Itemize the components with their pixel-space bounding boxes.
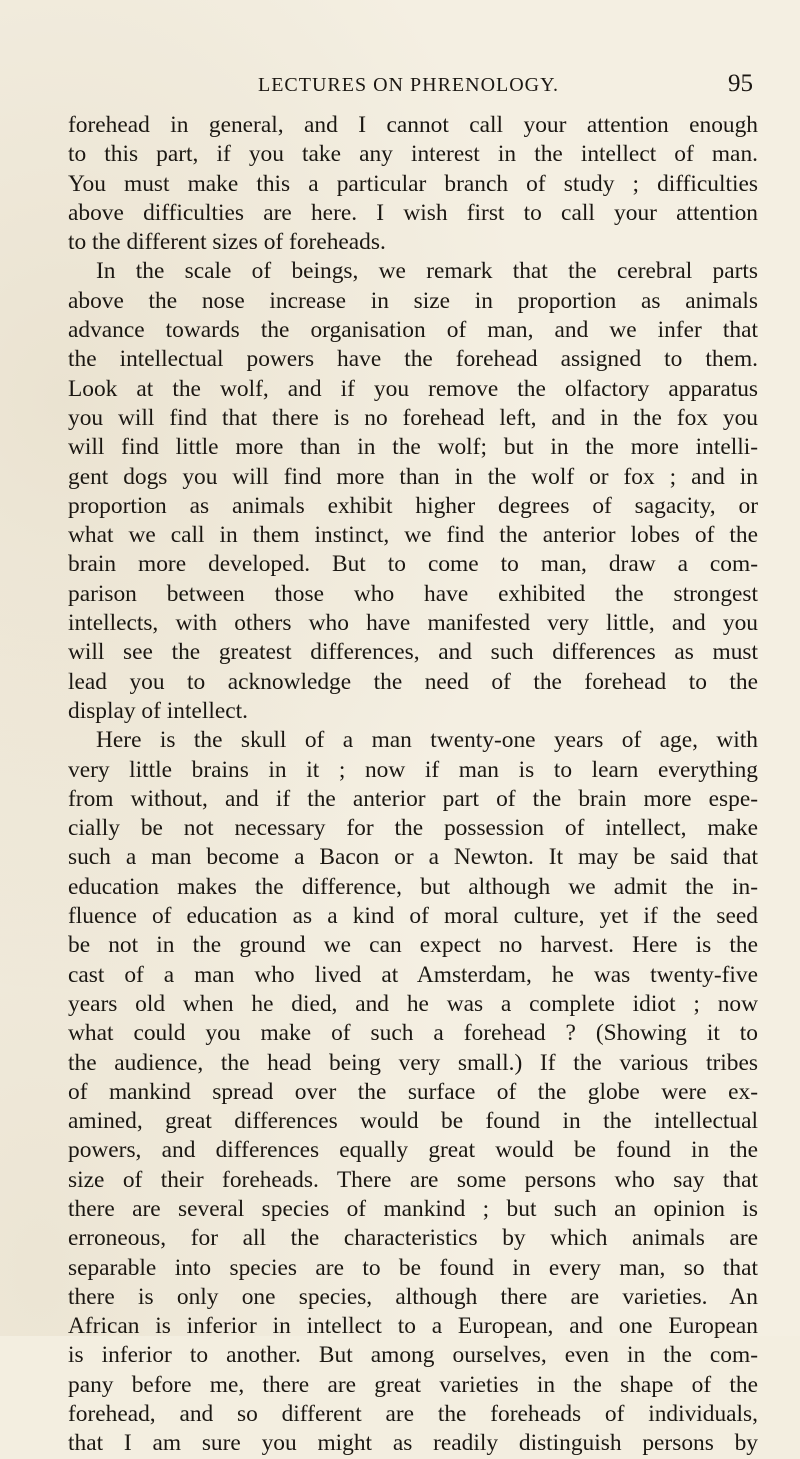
- text-line: the intellectual powers have the forehead assigned to them.: [68, 346, 758, 373]
- text-line: brain more developed. But to come to man, draw a com-: [68, 551, 758, 578]
- text-line: there are several species of mankind ; but such an opinion is: [68, 1195, 758, 1222]
- text-line: fluence of education as a kind of moral culture, yet if the seed: [68, 903, 758, 930]
- body-text: [68, 111, 758, 1459]
- text-line: powers, and differences equally great would be found in the: [68, 1137, 758, 1164]
- text-line: is inferior to another. But among ourselves, even in the com-: [68, 1342, 758, 1369]
- text-line: the audience, the head being very small.) If the various tribes: [68, 1049, 758, 1076]
- text-line: intellects, with others who have manifested very little, and you: [68, 610, 758, 637]
- text-line: size of their foreheads. There are some persons who say that: [68, 1166, 758, 1193]
- text-line: education makes the difference, but although we admit the in-: [68, 873, 758, 900]
- text-line: from without, and if the anterior part of the brain more espe-: [68, 785, 758, 812]
- text-line: In the scale of beings, we remark that the cerebral parts: [96, 258, 758, 285]
- text-line: will find little more than in the wolf; but in the more intelli-: [68, 434, 758, 461]
- text-line: African is inferior in intellect to a European, and one European: [68, 1313, 758, 1340]
- text-line: of mankind spread over the surface of the globe were ex-: [68, 1078, 758, 1105]
- text-line: will see the greatest differences, and such differences as must: [68, 639, 758, 666]
- text-line: separable into species are to be found in every man, so that: [68, 1254, 758, 1281]
- text-line: years old when he died, and he was a complete idiot ; now: [68, 990, 758, 1017]
- text-line: you will find that there is no forehead left, and in the fox you: [68, 404, 758, 431]
- text-line: display of intellect.: [68, 697, 248, 724]
- text-line: that I am sure you might as readily distinguish persons by: [68, 1430, 758, 1457]
- text-line: amined, great differences would be found in the intellectual: [68, 1108, 758, 1135]
- text-line: forehead, and so different are the foreheads of individuals,: [68, 1401, 758, 1428]
- page-header: [0, 70, 800, 104]
- text-line: above difficulties are here. I wish first to call your attention: [68, 199, 758, 226]
- page-number: 95: [728, 70, 753, 97]
- text-line: proportion as animals exhibit higher degrees of sagacity, or: [68, 492, 758, 519]
- text-line: what could you make of such a forehead ? (Showing it to: [68, 1020, 758, 1047]
- text-line: advance towards the organisation of man, and we infer that: [68, 317, 758, 344]
- text-line: forehead in general, and I cannot call your attention enough: [68, 112, 758, 138]
- text-line: to this part, if you take any interest in the intellect of man.: [68, 141, 758, 168]
- text-line: erroneous, for all the characteristics by which animals are: [68, 1225, 758, 1252]
- text-line: You must make this a particular branch of study ; difficulties: [68, 170, 758, 197]
- text-line: what we call in them instinct, we find the anterior lobes of the: [68, 522, 758, 549]
- text-line: parison between those who have exhibited the strongest: [68, 580, 758, 607]
- text-line: such a man become a Bacon or a Newton. It may be said that: [68, 844, 758, 871]
- text-line: Here is the skull of a man twenty-one years of age, with: [96, 727, 758, 754]
- text-line: be not in the ground we can expect no harvest. Here is the: [68, 932, 758, 959]
- text-line: Look at the wolf, and if you remove the olfactory apparatus: [68, 375, 758, 402]
- text-line: to the different sizes of foreheads.: [68, 229, 386, 256]
- text-line: pany before me, there are great varieties in the shape of the: [68, 1371, 758, 1398]
- text-line: gent dogs you will find more than in the wolf or fox ; and in: [68, 463, 758, 490]
- text-line: cially be not necessary for the possession of intellect, make: [68, 815, 758, 842]
- text-line: lead you to acknowledge the need of the forehead to the: [68, 668, 758, 695]
- text-line: there is only one species, although there are varieties. An: [68, 1283, 758, 1310]
- running-title: LECTURES ON PHRENOLOGY.: [258, 74, 559, 96]
- text-line: above the nose increase in size in proportion as animals: [68, 287, 758, 314]
- text-line: very little brains in it ; now if man is to learn everything: [68, 756, 758, 783]
- text-line: cast of a man who lived at Amsterdam, he was twenty-five: [68, 961, 758, 988]
